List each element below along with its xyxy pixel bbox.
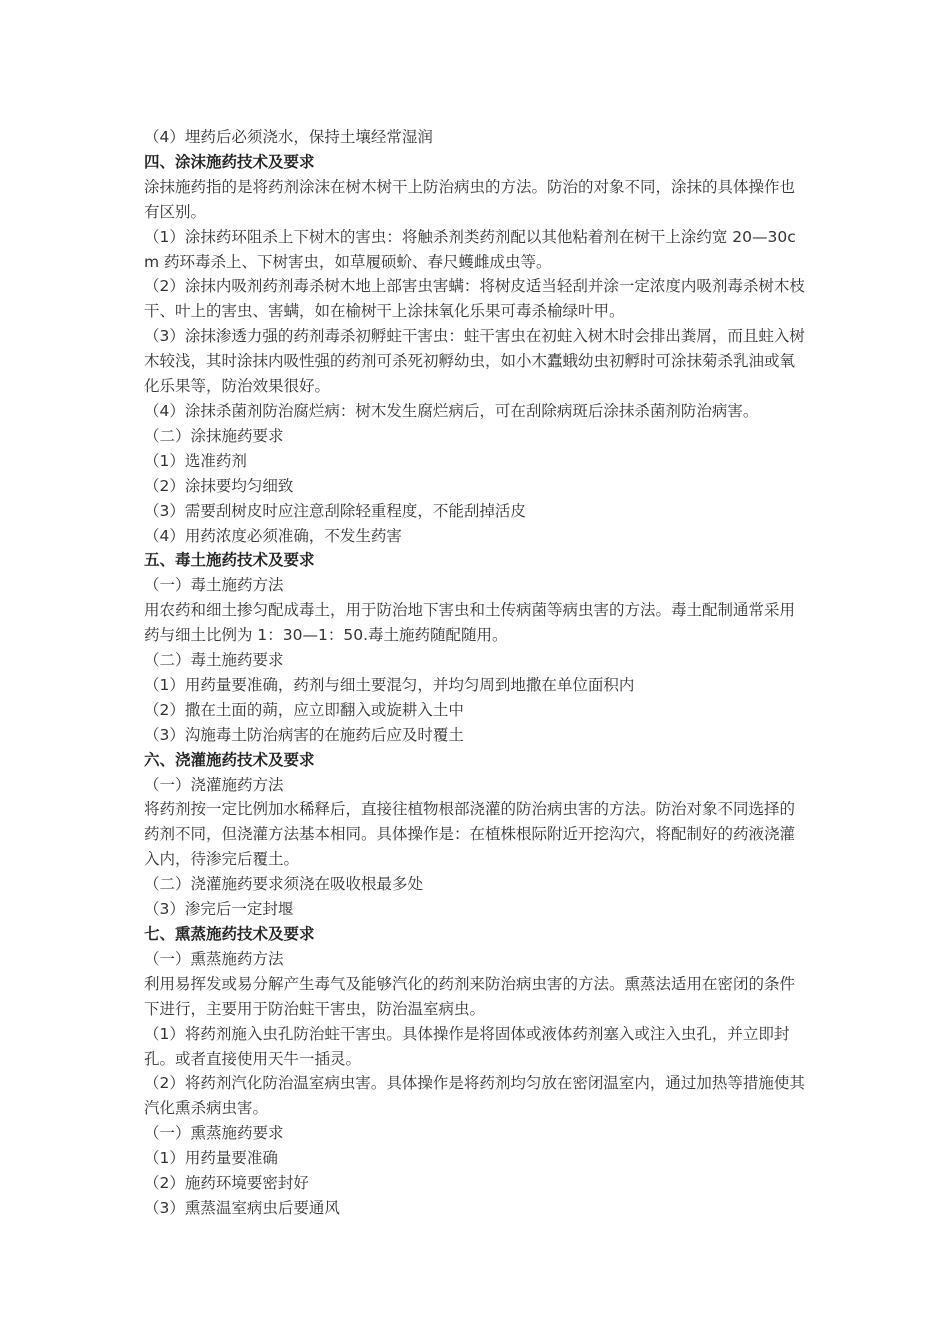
section-heading: 四、涂沫施药技术及要求 [144, 152, 315, 171]
list-item: （2）撒在土面的蒴，应立即翻入或旋耕入土中 [144, 700, 464, 719]
paragraph: 利用易挥发或易分解产生毒气及能够汽化的药剂来防治病虫害的方法。熏蒸法适用在密闭的条件下进行，主要用于防治蛀干害虫，防治温室病虫。 [144, 974, 796, 1018]
subsection-label: （二）涂抹施药要求 [144, 426, 284, 445]
section-heading: 七、熏蒸施药技术及要求 [144, 925, 315, 943]
subsection-label: （二）浇灌施药要求须浇在吸收根最多处 [144, 875, 424, 894]
section-heading: 六、浇灌施药技术及要求 [144, 750, 315, 769]
subsection-label: （二）毒土施药要求 [144, 651, 284, 670]
document-page [144, 125, 810, 1221]
list-item: （2）涂抹要均匀细致 [144, 476, 294, 495]
paragraph: 用农药和细土掺匀配成毒土，用于防治地下害虫和土传病菌等病虫害的方法。毒土配制通常采用药与细土比例为 1：30—1：50.毒土施药随配随用。 [144, 601, 796, 645]
list-item: （1）用药量要准确 [144, 1149, 278, 1168]
list-item: （3）沟施毒土防治病害的在施药后应及时覆土 [144, 725, 464, 744]
list-item: （3）需要刮树皮时应注意刮除轻重程度，不能刮掉活皮 [144, 501, 526, 520]
paragraph: （4）涂抹杀菌剂防治腐烂病：树木发生腐烂病后，可在刮除病斑后涂抹杀菌剂防治病害。 [144, 401, 759, 420]
subsection-label: （一）浇灌施药方法 [144, 775, 284, 794]
list-item: （4）用药浓度必须准确，不发生药害 [144, 526, 402, 545]
list-item: （3）熏蒸温室病虫后要通风 [144, 1198, 340, 1217]
paragraph: （2）将药剂汽化防治温室病虫害。具体操作是将药剂均匀放在密闭温室内，通过加热等措施使其汽化熏杀病虫害。 [144, 1074, 805, 1118]
paragraph: 将药剂按一定比例加水稀释后，直接往植物根部浇灌的防治病虫害的方法。防治对象不同选择的药剂不同，但浇灌方法基本相同。具体操作是：在植株根际附近开挖沟穴，将配制好的药液浇灌入内，待渗完后覆土。 [144, 800, 796, 869]
list-item: （3）渗完后一定封堰 [144, 900, 294, 919]
paragraph: （1）涂抹药环阻杀上下树木的害虫：将触杀剂类药剂配以其他粘着剂在树干上涂约宽 20—30cm 药环毒杀上、下树害虫，如草履硕蚧、春尺蠖雌成虫等。 [144, 227, 796, 271]
paragraph: （1）将药剂施入虫孔防治蛀干害虫。具体操作是将固体或液体药剂塞入或注入虫孔，并立即封孔。或者直接使用天牛一插灵。 [144, 1024, 790, 1068]
paragraph: 涂抹施药指的是将药剂涂沫在树木树干上防治病虫的方法。防治的对象不同，涂抹的具体操作也有区别。 [144, 177, 796, 221]
section-heading: 五、毒土施药技术及要求 [144, 551, 315, 570]
paragraph: （3）涂抹渗透力强的药剂毒杀初孵蛀干害虫：蛀干害虫在初蛀入树木时会排出粪屑，而且蛀入树木较浅，其时涂抹内吸性强的药剂可杀死初孵幼虫，如小木蠹蛾幼虫初孵时可涂抹菊杀乳油或氧化乐果等，防治效果很好。 [144, 327, 805, 396]
list-item: （2）施药环境要密封好 [144, 1174, 309, 1193]
list-item: （1）用药量要准确，药剂与细土要混匀，并均匀周到地撒在单位面积内 [144, 675, 635, 694]
paragraph: （4）埋药后必须浇水，保持土壤经常湿润 [144, 128, 433, 146]
paragraph: （2）涂抹内吸剂药剂毒杀树木地上部害虫害螨：将树皮适当轻刮并涂一定浓度内吸剂毒杀树木枝干、叶上的害虫、害螨，如在榆树干上涂抹氧化乐果可毒杀榆绿叶甲。 [144, 277, 805, 321]
list-item: （1）选准药剂 [144, 451, 247, 470]
subsection-label: （一）熏蒸施药要求 [144, 1124, 284, 1143]
subsection-label: （一）熏蒸施药方法 [144, 949, 284, 968]
subsection-label: （一）毒土施药方法 [144, 576, 284, 595]
